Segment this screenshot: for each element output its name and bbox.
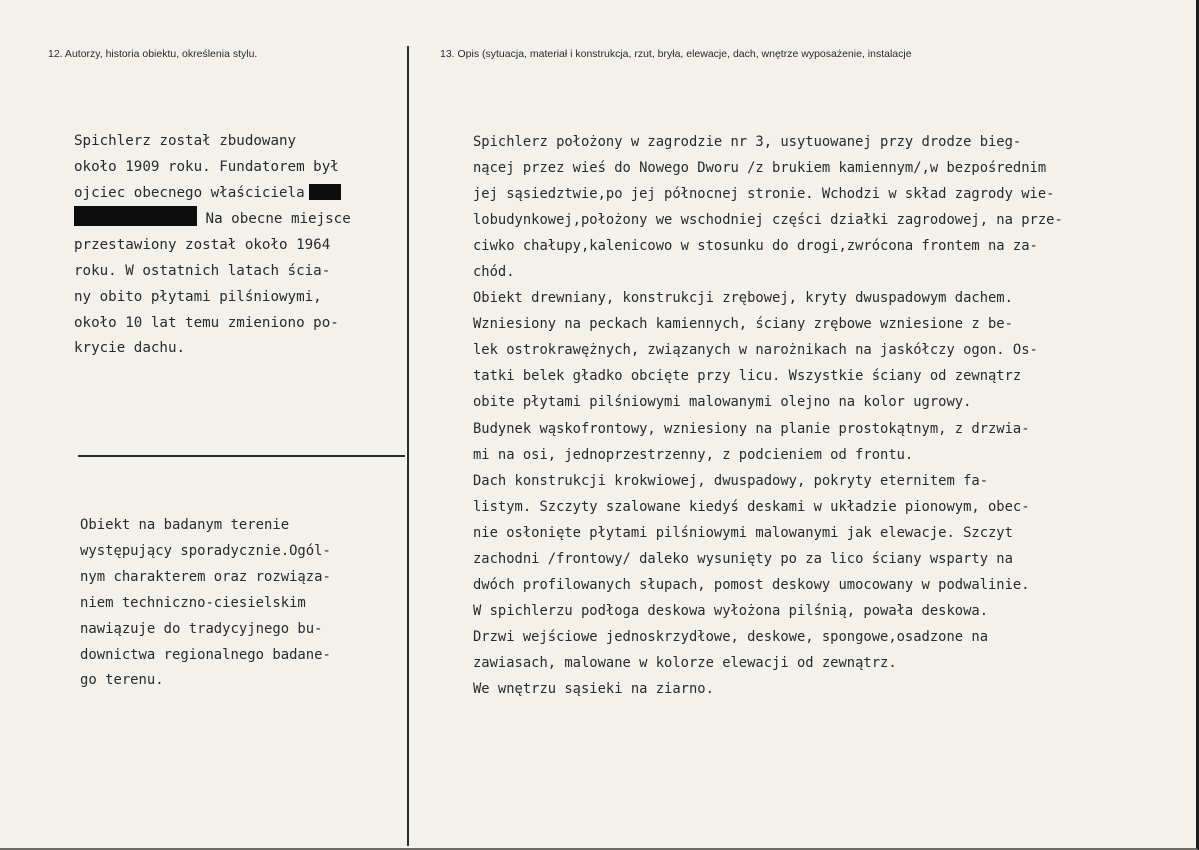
style-line: niem techniczno-ciesielskim: [80, 594, 306, 611]
history-line: krycie dachu.: [74, 340, 186, 357]
description-line: Budynek wąskofrontowy, wzniesiony na planie prostokątnym, z drzwia-: [473, 420, 1030, 437]
history-line: przestawiony został około 1964: [74, 237, 331, 254]
section-12-header: 12. Autorzy, historia obiektu, określenia stylu.: [48, 48, 258, 60]
history-text: [74, 129, 351, 362]
style-line: nawiązuje do tradycyjnego bu-: [80, 620, 323, 637]
description-line: zachodni /frontowy/ daleko wysunięty po za lico ściany wsparty na: [473, 550, 1013, 567]
history-line: Na obecne miejsce: [74, 206, 351, 233]
description-line: nącej przez wieś do Nowego Dworu /z brukiem kamiennym/,w bezpośrednim: [473, 160, 1047, 177]
style-line: występujący sporadycznie.Ogól-: [80, 542, 331, 559]
description-line: Wzniesiony na peckach kamiennych, ściany zrębowe wzniesione z be-: [473, 316, 1013, 333]
style-line: nym charakterem oraz rozwiąza-: [80, 568, 331, 585]
description-line: lek ostrokrawężnych, związanych w narożnikach na jaskółczy ogon. Os-: [473, 342, 1038, 359]
description-line: Obiekt drewniany, konstrukcji zrębowej, kryty dwuspadowym dachem.: [473, 290, 1013, 307]
description-line: Drzwi wejściowe jednoskrzydłowe, deskowe, spongowe,osadzone na: [473, 628, 988, 645]
redaction-mark: [309, 184, 341, 200]
section-divider: [78, 455, 405, 457]
description-line: obite płytami pilśniowymi malowanymi olejno na kolor ugrowy.: [473, 394, 972, 411]
style-line: downictwa regionalnego badane-: [80, 646, 331, 663]
description-line: zawiasach, malowane w kolorze elewacji od zewnątrz.: [473, 654, 897, 671]
description-line: listym. Szczyty szalowane kiedyś deskami w układzie pionowym, obec-: [473, 498, 1030, 515]
description-line: mi na osi, jednoprzestrzenny, z podcieniem od frontu.: [473, 446, 914, 463]
history-line: około 10 lat temu zmieniono po-: [74, 314, 339, 331]
history-line: ojciec obecnego właściciela: [74, 181, 351, 207]
column-divider: [407, 46, 409, 846]
history-line: ny obito płytami pilśniowymi,: [74, 288, 322, 305]
description-line: Dach konstrukcji krokwiowej, dwuspadowy, pokryty eternitem fa-: [473, 472, 988, 489]
description-line: Spichlerz położony w zagrodzie nr 3, usytuowanej przy drodze bieg-: [473, 134, 1022, 150]
history-line: Spichlerz został zbudowany: [74, 133, 297, 149]
description-line: chód.: [473, 264, 515, 281]
history-line: roku. W ostatnich latach ścia-: [74, 262, 331, 279]
description-line: tatki belek gładko obcięte przy licu. Wszystkie ściany od zewnątrz: [473, 368, 1022, 385]
style-line: go terenu.: [80, 672, 164, 689]
description-line: W spichlerzu podłoga deskowa wyłożona pilśnią, powała deskowa.: [473, 602, 988, 619]
style-text: [80, 513, 331, 694]
description-line: jej sąsiedztwie,po jej północnej stronie. Wchodzi w skład zagrody wie-: [473, 186, 1055, 203]
description-line: dwóch profilowanych słupach, pomost deskowy umocowany w podwalinie.: [473, 576, 1030, 593]
description-line: ciwko chałupy,kalenicowo w stosunku do drogi,zwrócona frontem na za-: [473, 238, 1038, 255]
description-text: [473, 129, 1063, 702]
section-13-header: 13. Opis (sytuacja, materiał i konstrukcja, rzut, bryła, elewacje, dach, wnętrze wyposażenie, instalacje: [440, 48, 912, 60]
history-line: około 1909 roku. Fundatorem był: [74, 158, 339, 175]
description-line: lobudynkowej,położony we wschodniej części działki zagrodowej, na prze-: [473, 212, 1063, 229]
style-line: Obiekt na badanym terenie: [80, 517, 290, 533]
redaction-mark: [74, 206, 197, 226]
description-line: We wnętrzu sąsieki na ziarno.: [473, 680, 714, 697]
description-line: nie osłonięte płytami pilśniowymi malowanymi jak elewacje. Szczyt: [473, 524, 1013, 541]
